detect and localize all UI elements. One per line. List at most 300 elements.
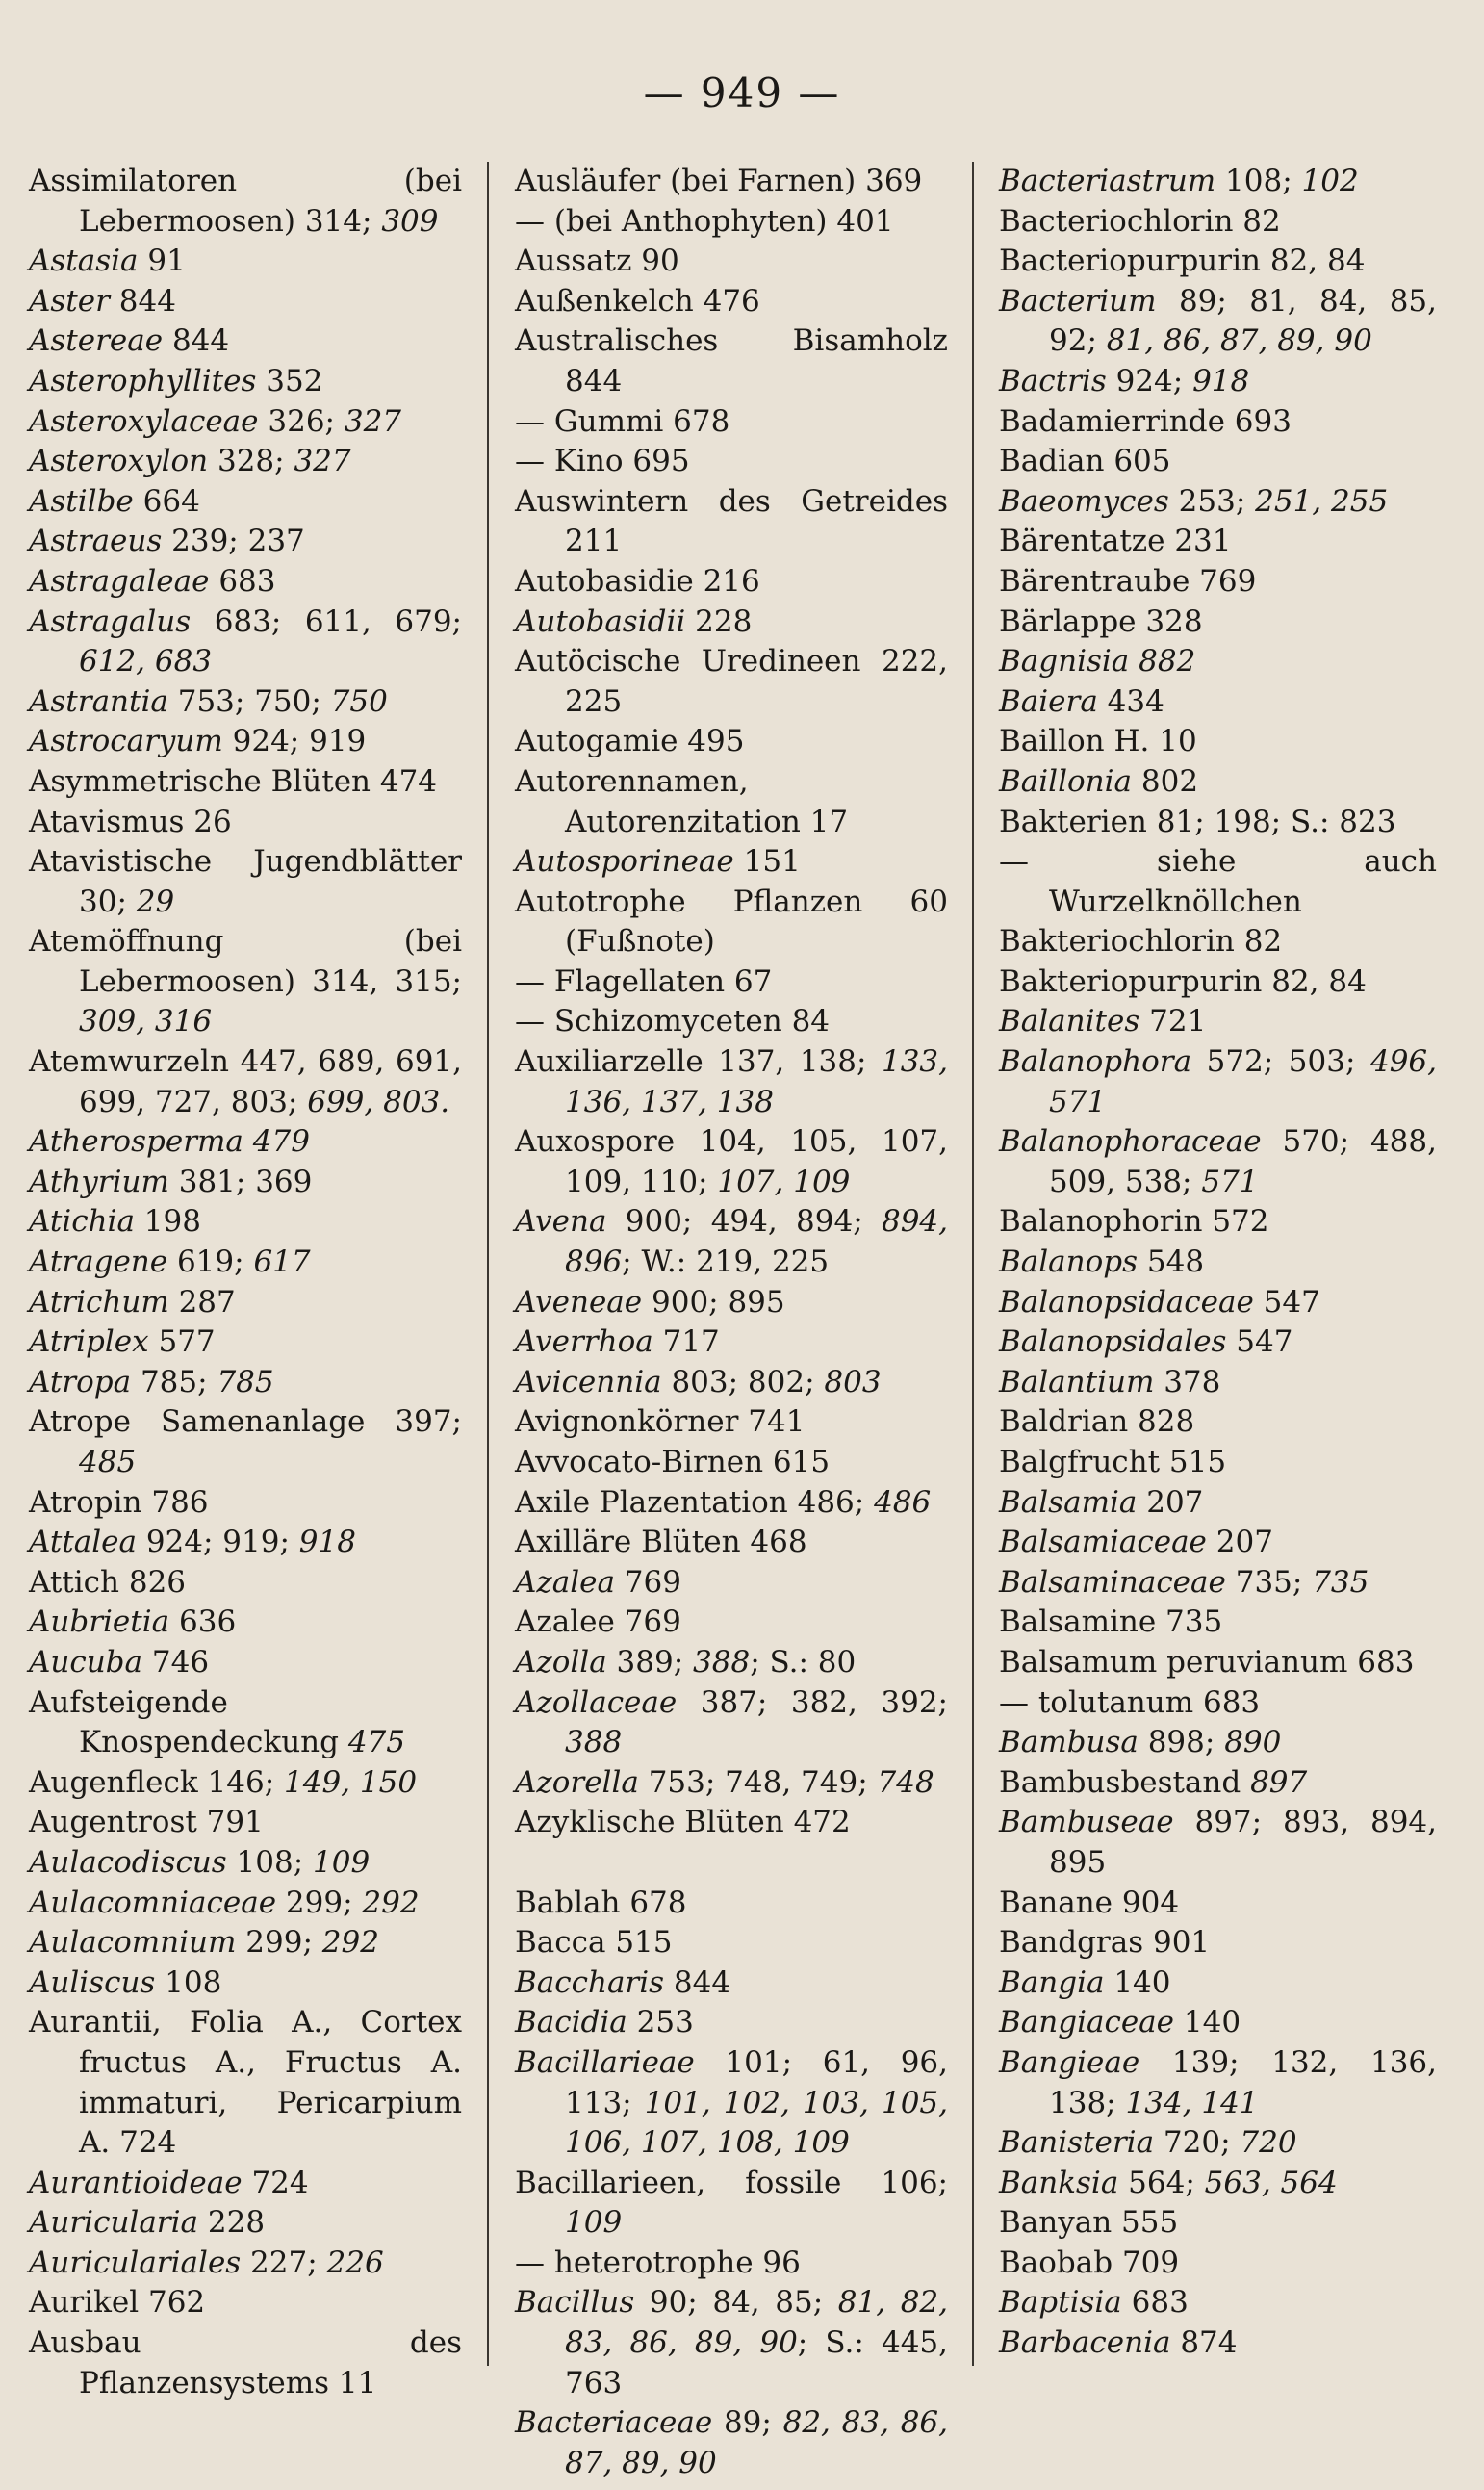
index-entry-text: 746: [142, 1644, 210, 1680]
index-entry: [29, 1363, 462, 1403]
index-entry: [999, 1202, 1437, 1243]
index-entry-text: Bärentatze 231: [999, 524, 1232, 559]
index-entry-text: Bacteriastrum: [999, 164, 1216, 198]
index-entry-text: Autobasidii: [515, 603, 686, 639]
index-entry: [999, 1243, 1437, 1283]
index-entry: [999, 442, 1437, 482]
index-entry: [29, 1283, 462, 1323]
index-entry-text: Bacillus: [515, 2285, 635, 2321]
index-entry: [29, 1884, 462, 1924]
index-entry-text: 228: [198, 2205, 266, 2241]
index-entry-text: 683: [1121, 2285, 1189, 2321]
index-entry-text: Aulacomnium: [29, 1925, 237, 1961]
index-entry-text: Baobab 709: [999, 2245, 1180, 2280]
index-entry-text: Bangia: [999, 1964, 1105, 2000]
index-entry-text: 108: [155, 1964, 222, 2000]
page-number: — 949 —: [643, 69, 841, 116]
index-entry-text: Balsamia: [999, 1484, 1138, 1520]
index-entry-text: 720;: [1154, 2125, 1241, 2161]
index-entry-text: — Schizomyceten 84: [515, 1004, 831, 1040]
index-entry-text: 389;: [606, 1644, 694, 1680]
index-entry: [999, 1723, 1437, 1763]
index-entry-text: Banisteria: [999, 2125, 1155, 2161]
index-entry: [999, 1002, 1437, 1042]
index-entry-text: Aster: [29, 283, 110, 319]
index-entry-text: 91: [138, 244, 186, 279]
index-entry-text: 90; 84, 85;: [634, 2285, 838, 2321]
index-entry: [515, 2403, 948, 2483]
index-entry: [29, 1843, 462, 1884]
index-entry-text: Attich 826: [29, 1564, 187, 1600]
index-entry-text: ; W.: 219, 225: [622, 1245, 830, 1280]
index-entry: [515, 1202, 948, 1282]
index-entry-text: 29: [136, 884, 175, 919]
index-entry: [515, 562, 948, 603]
index-entry: [29, 922, 462, 1042]
index-entry-text: 571: [1201, 1164, 1259, 1199]
index-entry-text: Bablah 678: [515, 1885, 687, 1920]
index-entry-text: Autogamie 495: [515, 724, 745, 759]
index-entry: [29, 162, 462, 242]
index-entry-text: 101; 61, 96, 113;: [565, 2044, 948, 2120]
index-entry-text: 102: [1301, 164, 1359, 198]
index-entry-text: Augenfleck 146;: [29, 1764, 284, 1800]
index-entry-text: 735: [1312, 1564, 1369, 1600]
index-entry-text: 133, 136, 137, 138: [565, 1044, 948, 1119]
index-entry: [29, 562, 462, 603]
index-entry-text: Aveneae: [515, 1284, 643, 1320]
index-entry: [29, 762, 462, 803]
index-entry: [29, 2244, 462, 2284]
index-entry: [515, 722, 948, 762]
index-entry-text: Badian 605: [999, 444, 1171, 479]
index-entry: [29, 1202, 462, 1243]
index-entry-text: 198: [134, 1204, 201, 1240]
index-entry: [515, 1643, 948, 1683]
index-entry: [999, 362, 1437, 402]
index-entry-text: — Flagellaten 67: [515, 963, 773, 999]
index-entry: [515, 2244, 948, 2284]
index-entry-text: 664: [133, 483, 200, 519]
index-entry-text: Barbacenia: [999, 2325, 1171, 2361]
index-entry-text: 485: [79, 1445, 137, 1479]
index-entry-text: Atichia: [29, 1204, 135, 1240]
index-entry: [29, 362, 462, 402]
index-entry: [999, 1763, 1437, 1804]
index-entry-text: Asymmetrische Blüten 474: [29, 763, 438, 799]
index-entry-text: Banyan 555: [999, 2205, 1179, 2241]
index-entry-text: Athyrium: [29, 1164, 169, 1199]
index-entry-text: 890: [1224, 1725, 1282, 1760]
index-entry-text: 388: [565, 1725, 623, 1760]
index-entry-text: Bakteriochlorin 82: [999, 924, 1283, 960]
index-entry-text: ; S.: 80: [750, 1644, 857, 1680]
index-entry-text: Australisches Bisamholz 844: [515, 323, 948, 398]
index-entry: [29, 321, 462, 362]
index-entry-text: Ausbau des Pflanzensystems 11: [29, 2325, 462, 2400]
index-entry-text: 251, 255: [1255, 483, 1389, 519]
index-entry-text: Avena: [515, 1204, 607, 1240]
index-entry-text: Astragaleae: [29, 563, 210, 599]
index-entry-text: Aulacodiscus: [29, 1844, 227, 1880]
index-entry-text: 107, 109: [717, 1164, 851, 1199]
index-entry-text: 108;: [1215, 164, 1302, 198]
index-entry: [515, 242, 948, 282]
index-entry-text: 381; 369: [168, 1164, 313, 1199]
index-entry-text: Aurikel 762: [29, 2285, 206, 2321]
index-entry: [29, 2164, 462, 2204]
index-entry-text: Baccharis: [515, 1964, 665, 2000]
index-entry-text: 81, 82, 83, 86, 89, 90: [565, 2285, 948, 2361]
index-entry: [29, 1402, 462, 1482]
index-entry: [29, 1803, 462, 1843]
index-entry: [29, 1563, 462, 1604]
index-entry-text: Atavismus 26: [29, 804, 232, 839]
index-entry-text: 326;: [258, 403, 345, 439]
index-entry-text: 328;: [208, 444, 294, 479]
index-entry-text: 109: [313, 1844, 371, 1880]
index-entry: [999, 1402, 1437, 1443]
index-entry-text: 253: [627, 2005, 694, 2041]
index-entry-text: 564;: [1118, 2165, 1205, 2200]
index-entry-text: Balanopsidaceae: [999, 1284, 1254, 1320]
index-entry: [515, 1283, 948, 1323]
index-entry: [999, 162, 1437, 202]
index-entry-text: Auxospore 104, 105, 107, 109, 110;: [515, 1124, 948, 1199]
index-entry: [29, 482, 462, 523]
index-entry: [999, 482, 1437, 523]
index-entry-text: Atrichum: [29, 1284, 169, 1320]
index-entry-text: 226: [326, 2245, 384, 2280]
index-entry: [999, 562, 1437, 603]
index-entry-text: — Gummi 678: [515, 403, 730, 439]
index-entry-text: 844: [163, 323, 230, 359]
index-entry-text: Atrope Samenanlage 397;: [29, 1404, 462, 1440]
index-entry: [29, 682, 462, 723]
index-entry: [999, 603, 1437, 643]
index-entry-text: Bangiaceae: [999, 2005, 1175, 2041]
index-entry-text: Atavistische Jugendblätter 30;: [29, 844, 462, 919]
index-entry-text: Astraeus: [29, 524, 163, 559]
index-entry-text: 475: [347, 1725, 405, 1760]
index-entry-text: 720: [1240, 2125, 1297, 2161]
index-entry-text: 753; 750;: [167, 683, 331, 719]
index-entry-text: Atemöffnung (bei Lebermoosen) 314, 315;: [29, 924, 462, 999]
index-entry-text: Balsamine 735: [999, 1604, 1223, 1640]
index-entry-text: Balantium: [999, 1364, 1155, 1399]
index-entry-text: 897: [1250, 1764, 1308, 1800]
index-entry: [999, 803, 1437, 843]
index-entry-text: Balanophora: [999, 1044, 1192, 1080]
index-entry: [999, 922, 1437, 963]
index-entry-text: 753; 748, 749;: [638, 1764, 878, 1800]
index-entry-text: Bärlappe 328: [999, 603, 1203, 639]
index-entry: [999, 1683, 1437, 1724]
index-column-3: [999, 162, 1437, 2364]
index-entry-text: 547: [1226, 1324, 1293, 1360]
index-entry-text: 802: [1132, 763, 1199, 799]
index-entry: [515, 442, 948, 482]
index-entry-text: Bangieae: [999, 2044, 1140, 2080]
index-entry-text: — siehe auch Wurzelknöllchen: [999, 844, 1437, 919]
index-entry-text: Bacidia: [515, 2005, 627, 2041]
index-entry-text: Bandgras 901: [999, 1925, 1211, 1961]
index-entry-text: Balanophoraceae: [999, 1124, 1262, 1160]
index-entry: [999, 2203, 1437, 2244]
index-entry: [29, 603, 462, 682]
index-entry-text: 434: [1097, 683, 1164, 719]
index-entry: [999, 1964, 1437, 2004]
index-entry-text: Bacteriochlorin 82: [999, 203, 1281, 239]
index-entry-text: Azorella: [515, 1764, 639, 1800]
index-entry-text: Bacillarieae: [515, 2044, 695, 2080]
index-entry-text: Balgfrucht 515: [999, 1445, 1227, 1479]
index-entry-text: 299;: [236, 1925, 322, 1961]
index-entry-text: Autöcische Uredineen 222, 225: [515, 644, 948, 719]
index-entry-text: 717: [652, 1324, 720, 1360]
index-entry-text: 89; 81, 84, 85, 92;: [1049, 283, 1437, 359]
index-entry: [515, 1483, 948, 1524]
index-entry: [515, 1402, 948, 1443]
index-entry-text: Baptisia: [999, 2285, 1122, 2321]
index-entry-text: 151: [733, 844, 801, 880]
index-entry: [29, 1322, 462, 1363]
index-entry-text: 207: [1137, 1484, 1204, 1520]
index-entry-text: 572; 503;: [1191, 1044, 1370, 1080]
index-entry: [29, 1683, 462, 1763]
index-entry-text: Balanophorin 572: [999, 1204, 1269, 1240]
index-entry-text: 547: [1253, 1284, 1320, 1320]
index-entry: [29, 1122, 462, 1163]
index-entry: [29, 1763, 462, 1804]
index-entry-text: Autobasidie 216: [515, 563, 760, 599]
index-entry-text: Aurantioideae: [29, 2165, 243, 2200]
index-entry-text: 108;: [226, 1844, 314, 1880]
index-entry-text: 81, 86, 87, 89, 90: [1106, 323, 1372, 359]
index-entry: [999, 2244, 1437, 2284]
index-entry-text: ; S.: 445, 763: [565, 2325, 948, 2400]
index-entry-text: 683: [209, 563, 276, 599]
index-entry: [29, 522, 462, 562]
index-entry: [515, 1042, 948, 1122]
index-entry-text: 735;: [1225, 1564, 1313, 1600]
index-entry: [999, 1483, 1437, 1524]
index-entry: [29, 803, 462, 843]
index-entry: [29, 1523, 462, 1563]
index-entry: [999, 642, 1437, 682]
index-entry: [999, 1042, 1437, 1122]
index-entry-text: Baeomyces: [999, 483, 1169, 519]
index-entry-text: Baiera: [999, 683, 1098, 719]
index-entry-text: 721: [1139, 1004, 1207, 1040]
index-entry-text: 563, 564: [1204, 2165, 1338, 2200]
index-entry-text: 140: [1174, 2005, 1241, 2041]
index-entry: [515, 963, 948, 1003]
index-entry-text: 924; 919: [222, 724, 367, 759]
index-entry-text: 636: [169, 1604, 237, 1640]
index-entry-text: 253;: [1168, 483, 1256, 519]
index-entry: [515, 1923, 948, 1964]
index-entry-text: Asterophyllites: [29, 363, 257, 398]
index-entry: [29, 242, 462, 282]
index-entry: [515, 2283, 948, 2403]
index-entry-text: Bacterium: [999, 283, 1157, 319]
index-entry: [515, 1363, 948, 1403]
index-entry-text: 748: [877, 1764, 934, 1800]
index-entry-text: Azollaceae: [515, 1684, 678, 1720]
index-entry-text: Axile Plazentation 486;: [515, 1484, 875, 1520]
index-entry: [29, 2323, 462, 2403]
index-entry-text: Asteroxylaceae: [29, 403, 259, 439]
index-entry: [999, 1563, 1437, 1604]
index-entry-text: 378: [1154, 1364, 1221, 1399]
index-entry: [999, 963, 1437, 1003]
index-entry: [999, 1122, 1437, 1202]
index-entry: [515, 2164, 948, 2244]
index-entry-text: Bagnisia 882: [999, 644, 1196, 680]
index-entry: [29, 1964, 462, 2004]
index-entry-text: Balsamum peruvianum 683: [999, 1644, 1415, 1680]
index-entry-text: Auliscus: [29, 1964, 156, 2000]
index-entry-text: Autorennamen, Autorenzitation 17: [515, 763, 849, 839]
index-entry-text: 785;: [131, 1364, 217, 1399]
index-entry-text: 900; 895: [642, 1284, 785, 1320]
index-entry-text: Avvocato-Birnen 615: [515, 1445, 831, 1479]
index-entry: [29, 1243, 462, 1283]
index-entry-text: — (bei Anthophyten) 401: [515, 203, 894, 239]
index-entry: [999, 682, 1437, 723]
index-entry-text: Astrocaryum: [29, 724, 223, 759]
index-entry-text: 388: [693, 1644, 751, 1680]
index-entry-text: Baillonia: [999, 763, 1133, 799]
index-entry-text: Azyklische Blüten 472: [515, 1805, 851, 1840]
index-column-1: [29, 162, 462, 2403]
index-entry: [515, 883, 948, 963]
index-entry-text: Astilbe: [29, 483, 134, 519]
index-entry: [29, 722, 462, 762]
index-entry: [515, 762, 948, 842]
index-entry-text: Atropin 786: [29, 1484, 209, 1520]
index-entry: [515, 162, 948, 202]
index-entry-text: Axilläre Blüten 468: [515, 1525, 807, 1560]
index-entry-text: 750: [330, 683, 388, 719]
index-entry: [29, 282, 462, 322]
index-entry: [29, 2283, 462, 2323]
index-entry-text: Balanites: [999, 1004, 1140, 1040]
index-entry: [999, 1884, 1437, 1924]
index-entry-text: 699, 803.: [307, 1084, 450, 1119]
index-entry-text: 139; 132, 136, 138;: [1049, 2044, 1437, 2120]
index-entry: [515, 282, 948, 322]
index-entry-text: Augentrost 791: [29, 1805, 264, 1840]
index-entry-text: 898;: [1138, 1725, 1225, 1760]
index-entry-text: Bacteriopurpurin 82, 84: [999, 244, 1366, 279]
index-entry-text: Bacca 515: [515, 1925, 673, 1961]
index-entry-text: Aussatz 90: [515, 244, 679, 279]
index-entry-text: Aurantii, Folia A., Cortex fructus A., Fructus A. immaturi, Pericarpium A. 724: [29, 2005, 462, 2161]
index-entry-text: Bärentraube 769: [999, 563, 1257, 599]
index-entry-text: Atriplex: [29, 1324, 149, 1360]
index-entry: [515, 482, 948, 562]
index-entry-text: 89;: [712, 2405, 783, 2441]
index-entry-text: Attalea: [29, 1525, 137, 1560]
index-entry: [999, 2003, 1437, 2043]
index-entry-text: 844: [664, 1964, 731, 2000]
index-entry-text: Bactris: [999, 363, 1107, 398]
index-entry-text: 496, 571: [1049, 1044, 1437, 1119]
index-entry-text: Balsamiaceae: [999, 1525, 1207, 1560]
index-entry: [515, 2003, 948, 2043]
index-entry: [29, 402, 462, 443]
index-entry-text: Ausläufer (bei Farnen) 369: [515, 164, 923, 198]
index-entry-text: Averrhoa: [515, 1324, 653, 1360]
index-entry-text: Bacteriaceae: [515, 2405, 713, 2441]
index-entry: [29, 442, 462, 482]
index-entry: [29, 1163, 462, 1203]
index-entry-text: Autotrophe Pflanzen 60 (Fußnote): [515, 884, 948, 960]
index-column-2: [515, 162, 948, 2483]
index-entry: [999, 2043, 1437, 2123]
index-entry-text: 227;: [241, 2245, 327, 2280]
index-entry-text: Banksia: [999, 2165, 1119, 2200]
index-entry: [999, 2123, 1437, 2164]
index-entry: [29, 1483, 462, 1524]
index-entry: [999, 1443, 1437, 1483]
index-entry: [29, 2003, 462, 2163]
index-entry-text: Atemwurzeln 447, 689, 691, 699, 727, 803;: [29, 1044, 462, 1119]
index-entry-text: Bakteriopurpurin 82, 84: [999, 963, 1367, 999]
index-entry-text: Baldrian 828: [999, 1404, 1195, 1440]
index-entry-text: 239; 237: [162, 524, 305, 559]
index-entry-text: Azalee 769: [515, 1604, 681, 1640]
index-entry-text: Bakterien 81; 198; S.: 823: [999, 804, 1396, 839]
column-divider: [972, 162, 974, 2366]
index-entry: [29, 1923, 462, 1964]
index-entry-text: 387; 382, 392;: [677, 1684, 948, 1720]
index-entry-text: Astrantia: [29, 683, 168, 719]
index-entry: [515, 1964, 948, 2004]
index-entry: [999, 1363, 1437, 1403]
index-entry-text: 844: [109, 283, 176, 319]
index-entry: [29, 1042, 462, 1122]
index-entry-text: 900; 494, 894;: [606, 1204, 882, 1240]
index-entry-text: 577: [148, 1324, 216, 1360]
index-entry-text: — Kino 695: [515, 444, 690, 479]
index-entry-text: 299;: [276, 1885, 363, 1920]
index-entry: [515, 1683, 948, 1763]
index-entry: [515, 321, 948, 401]
index-entry-text: 924;: [1106, 363, 1193, 398]
index-entry-text: Badamierrinde 693: [999, 403, 1292, 439]
index-entry-text: Astragalus: [29, 603, 192, 639]
index-entry-text: Bambusbestand: [999, 1764, 1251, 1800]
index-entry-text: Atragene: [29, 1245, 168, 1280]
index-entry-text: 228: [685, 603, 753, 639]
index-entry-text: Balanops: [999, 1245, 1139, 1280]
index-entry: [515, 1322, 948, 1363]
index-entry-text: 803; 802;: [661, 1364, 825, 1399]
index-entry: [999, 1283, 1437, 1323]
index-entry-text: 918: [1192, 363, 1250, 398]
index-entry-text: 327: [344, 403, 402, 439]
column-divider: [487, 162, 489, 2366]
index-entry-text: Avicennia: [515, 1364, 662, 1399]
index-entry: [29, 2203, 462, 2244]
index-entry-text: Auswintern des Getreides 211: [515, 483, 948, 559]
index-entry-text: 309: [381, 203, 439, 239]
index-entry-text: 101, 102, 103, 105, 106, 107, 108, 109: [565, 2085, 948, 2161]
index-entry: [999, 1923, 1437, 1964]
